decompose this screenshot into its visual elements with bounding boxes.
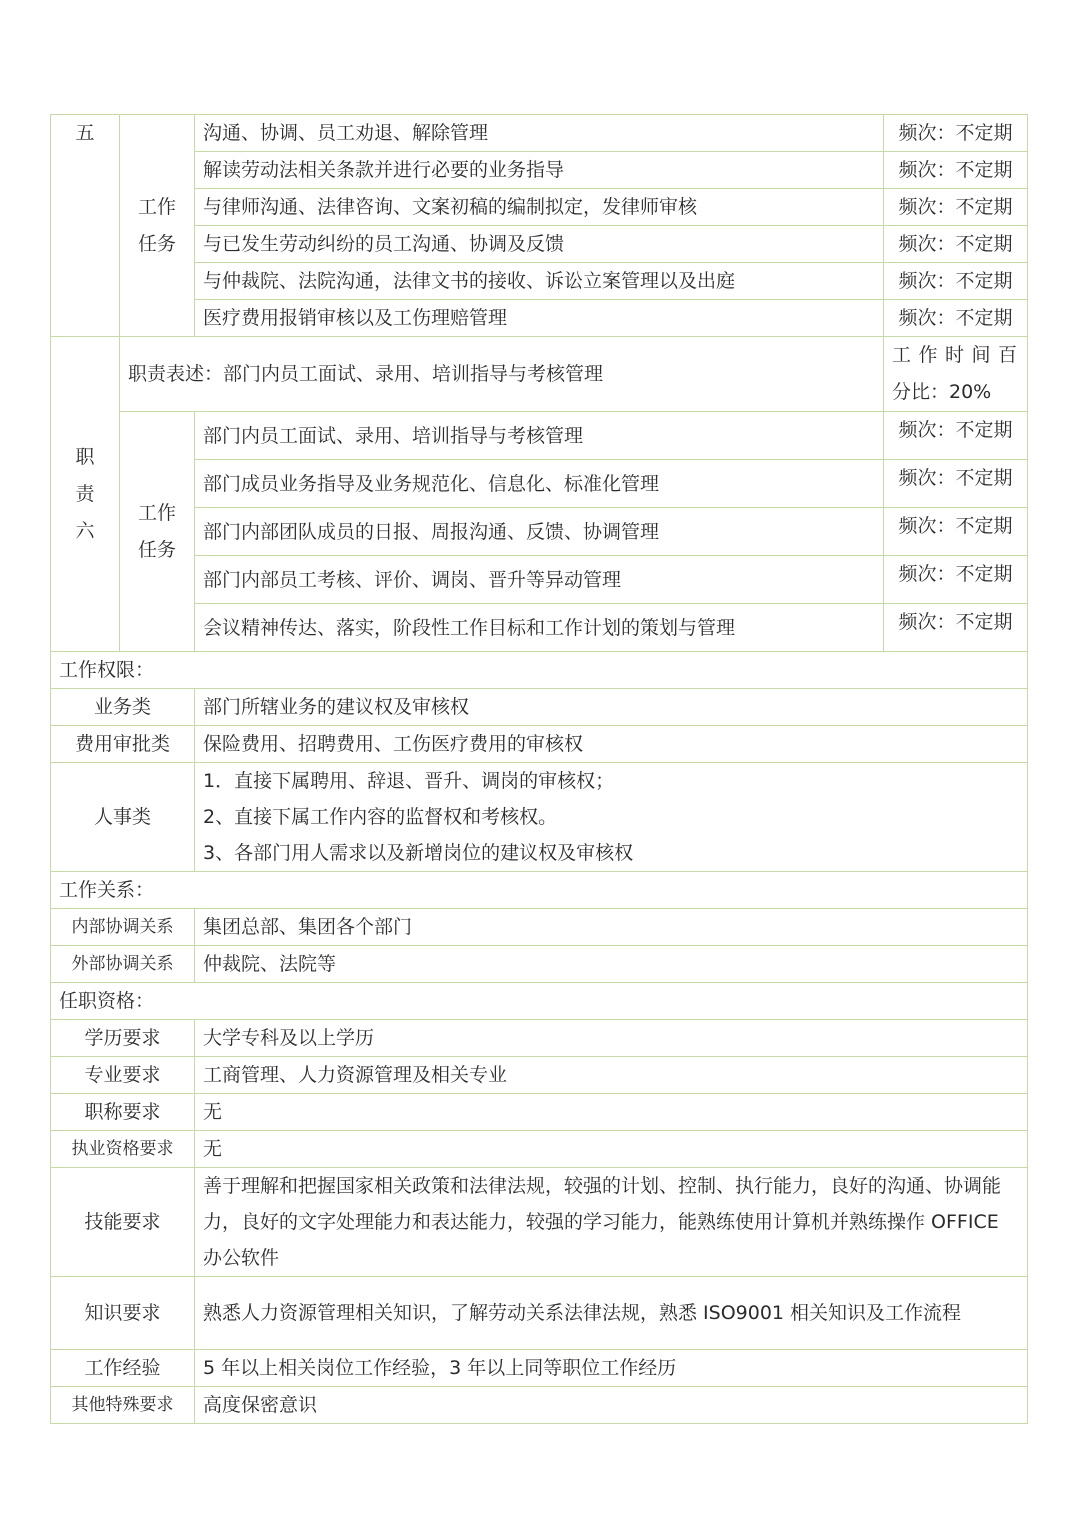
qualification-other-row [51, 1387, 1028, 1424]
section5-task-text: 医疗费用报销审核以及工伤理赔管理 [195, 300, 884, 337]
relations-external-value: 仲裁院、法院等 [195, 946, 1028, 983]
section5-task-text: 与仲裁院、法院沟通，法律文书的接收、诉讼立案管理以及出庭 [195, 263, 884, 300]
section6-task-text: 部门内员工面试、录用、培训指导与考核管理 [195, 412, 884, 460]
qualification-skills-row [51, 1168, 1028, 1277]
relations-header: 工作关系： [51, 872, 1028, 909]
section5-task-text: 与已发生劳动纠纷的员工沟通、协调及反馈 [195, 226, 884, 263]
qualification-title-row [51, 1094, 1028, 1131]
qualification-license-label: 执业资格要求 [51, 1131, 195, 1168]
job-description-table [50, 114, 1028, 1424]
section5-task-text: 沟通、协调、员工劝退、解除管理 [195, 115, 884, 152]
section5-task-freq: 频次：不定期 [884, 226, 1028, 263]
qualification-skills-value: 善于理解和把握国家相关政策和法律法规，较强的计划、控制、执行能力，良好的沟通、协调能力，良好的文字处理能力和表达能力，较强的学习能力，能熟练使用计算机并熟练操作 OFFICE 办公软件 [195, 1168, 1028, 1277]
qualification-education-row [51, 1020, 1028, 1057]
qualification-knowledge-label: 知识要求 [51, 1277, 195, 1350]
section6-row [51, 556, 1028, 604]
section6-row [51, 412, 1028, 460]
authority-business-label: 业务类 [51, 689, 195, 726]
qualification-other-value: 高度保密意识 [195, 1387, 1028, 1424]
section6-task-text: 部门成员业务指导及业务规范化、信息化、标准化管理 [195, 460, 884, 508]
qualification-license-value: 无 [195, 1131, 1028, 1168]
qualification-other-label: 其他特殊要求 [51, 1387, 195, 1424]
list-item: 1．直接下属聘用、辞退、晋升、调岗的审核权； [203, 770, 615, 792]
list-item: 2、直接下属工作内容的监督权和考核权。 [203, 806, 558, 828]
section6-task-label: 工作 任务 [120, 412, 195, 652]
relations-internal-row [51, 909, 1028, 946]
section6-task-text: 会议精神传达、落实，阶段性工作目标和工作计划的策划与管理 [195, 604, 884, 652]
section5-task-freq: 频次：不定期 [884, 189, 1028, 226]
authority-business-row [51, 689, 1028, 726]
section6-description: 职责表述：部门内员工面试、录用、培训指导与考核管理 [120, 337, 884, 412]
authority-personnel-label: 人事类 [51, 763, 195, 872]
section5-task-label: 工作 任务 [120, 115, 195, 337]
authority-expense-value: 保险费用、招聘费用、工伤医疗费用的审核权 [195, 726, 1028, 763]
qualification-knowledge-row [51, 1277, 1028, 1350]
qualifications-header: 任职资格： [51, 983, 1028, 1020]
section5-task-freq: 频次：不定期 [884, 300, 1028, 337]
section5-row [51, 115, 1028, 152]
list-item: 3、各部门用人需求以及新增岗位的建议权及审核权 [203, 842, 634, 864]
section6-task-text: 部门内部团队成员的日报、周报沟通、反馈、协调管理 [195, 508, 884, 556]
authority-expense-row [51, 726, 1028, 763]
authority-expense-label: 费用审批类 [51, 726, 195, 763]
section5-row [51, 263, 1028, 300]
section5-row [51, 152, 1028, 189]
section6-row [51, 508, 1028, 556]
section6-task-freq: 频次：不定期 [884, 460, 1028, 508]
section5-row [51, 226, 1028, 263]
section5-task-freq: 频次：不定期 [884, 115, 1028, 152]
section6-task-text: 部门内部员工考核、评价、调岗、晋升等异动管理 [195, 556, 884, 604]
section5-row [51, 300, 1028, 337]
relations-external-row [51, 946, 1028, 983]
authority-header-row [51, 652, 1028, 689]
qualification-title-label: 职称要求 [51, 1094, 195, 1131]
section6-task-freq: 频次：不定期 [884, 604, 1028, 652]
qualification-license-row [51, 1131, 1028, 1168]
section5-task-freq: 频次：不定期 [884, 263, 1028, 300]
authority-header: 工作权限： [51, 652, 1028, 689]
authority-business-value: 部门所辖业务的建议权及审核权 [195, 689, 1028, 726]
relations-external-label: 外部协调关系 [51, 946, 195, 983]
qualifications-header-row [51, 983, 1028, 1020]
section6-time-percent: 工作时间百 分比：20% [884, 337, 1028, 412]
authority-personnel-row [51, 763, 1028, 872]
section6-row [51, 604, 1028, 652]
qualification-skills-label: 技能要求 [51, 1168, 195, 1277]
section5-number: 五 [51, 115, 120, 337]
qualification-major-value: 工商管理、人力资源管理及相关专业 [195, 1057, 1028, 1094]
relations-internal-label: 内部协调关系 [51, 909, 195, 946]
qualification-education-value: 大学专科及以上学历 [195, 1020, 1028, 1057]
qualification-experience-value: 5 年以上相关岗位工作经验，3 年以上同等职位工作经历 [195, 1350, 1028, 1387]
section5-task-text: 解读劳动法相关条款并进行必要的业务指导 [195, 152, 884, 189]
section6-description-row [51, 337, 1028, 412]
qualification-education-label: 学历要求 [51, 1020, 195, 1057]
relations-header-row [51, 872, 1028, 909]
section5-task-freq: 频次：不定期 [884, 152, 1028, 189]
section5-task-text: 与律师沟通、法律咨询、文案初稿的编制拟定，发律师审核 [195, 189, 884, 226]
section6-task-freq: 频次：不定期 [884, 508, 1028, 556]
authority-personnel-list [195, 763, 1028, 872]
section5-row [51, 189, 1028, 226]
section6-task-freq: 频次：不定期 [884, 556, 1028, 604]
section6-label: 职 责 六 [51, 337, 120, 652]
qualification-experience-label: 工作经验 [51, 1350, 195, 1387]
qualification-major-label: 专业要求 [51, 1057, 195, 1094]
section6-row [51, 460, 1028, 508]
qualification-experience-row [51, 1350, 1028, 1387]
qualification-major-row [51, 1057, 1028, 1094]
section6-task-freq: 频次：不定期 [884, 412, 1028, 460]
qualification-title-value: 无 [195, 1094, 1028, 1131]
job-description-sheet [50, 114, 1027, 1424]
relations-internal-value: 集团总部、集团各个部门 [195, 909, 1028, 946]
qualification-knowledge-value: 熟悉人力资源管理相关知识，了解劳动关系法律法规，熟悉 ISO9001 相关知识及工作流程 [195, 1277, 1028, 1350]
